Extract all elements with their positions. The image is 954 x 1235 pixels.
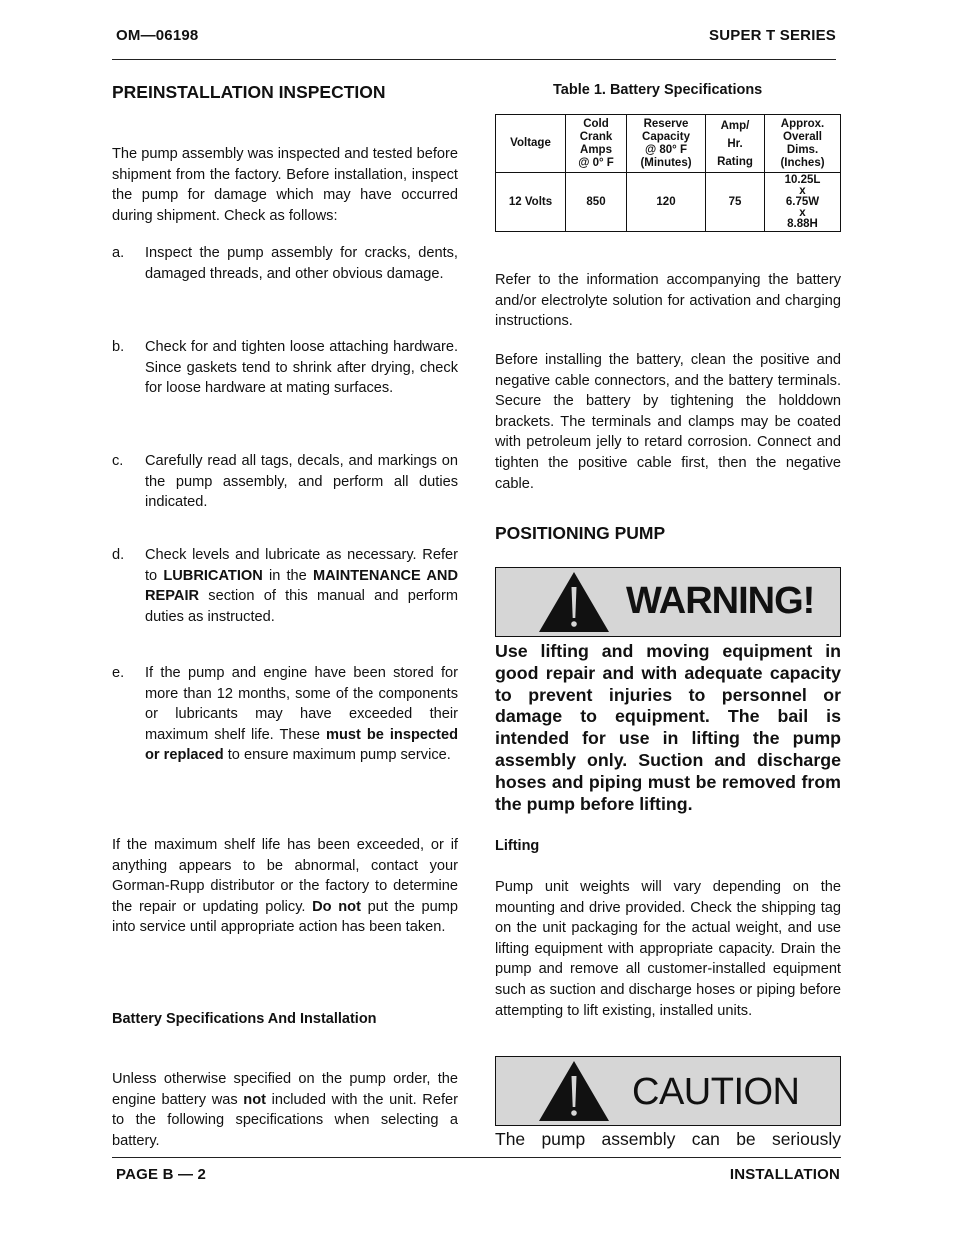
caution-sign — [495, 1056, 841, 1126]
table-caption: Table 1. Battery Specifications — [553, 82, 763, 98]
list-item-label: b. — [112, 339, 125, 355]
exclamation-triangle-icon — [538, 1060, 610, 1122]
series-name: SUPER T SERIES — [709, 27, 836, 44]
list-item-label: d. — [112, 547, 125, 563]
warning-sign — [495, 567, 841, 637]
doc-number: OM—06198 — [116, 27, 199, 44]
battery-paragraph: Unless otherwise specified on the pump order, the engine battery was not included with the unit. Refer to the following specifications when selecting a battery. — [112, 1071, 458, 1149]
voltage-header: Voltage — [496, 115, 566, 173]
list-item-label: a. — [112, 245, 125, 261]
lubrication-ref: LUBRICATION — [163, 567, 263, 584]
amp-header: Amp/ Hr. Rating — [706, 115, 765, 173]
cca-header: Cold Crank Amps @ 0° F — [566, 115, 627, 173]
lifting-paragraph: Pump unit weights will vary depending on the mounting and drive provided. Check the shipping tag on the unit packaging for the actual weight, and use lifting equipment with appropriate capacity. Drain the pump and remove all customer-installed equipment such as suction and discharge hoses or piping before attempting to lift existing, installed units. — [495, 879, 841, 1019]
battery-title: Battery Specifications And Installation — [112, 1011, 377, 1027]
list-item-text: Check levels and lubricate as necessary. Refer to LUBRICATION in the MAINTENANCE AND REPAIR section of this manual and perform duties as instructed. — [145, 547, 459, 625]
dims-header: Approx. Overall Dims. (Inches) — [765, 115, 841, 173]
before-install-paragraph: Before installing the battery, clean the positive and negative cable connectors, and the battery terminals. Secure the battery by tightening the holddown brackets. The terminals and clamps may be coated with petroleum jelly to retard corrosion. Connect and tighten the positive cable first, then the negative cable. — [495, 352, 841, 492]
refer-paragraph: Refer to the information accompanying the battery and/or electrolyte solution for activation and charging instructions. — [495, 272, 841, 330]
section-name: INSTALLATION — [729, 1166, 840, 1183]
do-not-emphasis: Do not — [312, 898, 361, 915]
warning-label: WARNING! — [626, 580, 815, 622]
list-item-label: c. — [112, 453, 124, 469]
positioning-title: POSITIONING PUMP — [495, 523, 666, 543]
inspect-emphasis: must be inspected or replaced — [145, 726, 458, 764]
exclamation-triangle-icon — [538, 571, 610, 633]
table-row — [496, 173, 841, 232]
reserve-header: Reserve Capacity @ 80° F (Minutes) — [627, 115, 706, 173]
preinspection-intro: The pump assembly was inspected and tested before shipment from the factory. Before installation, inspect the pump for damage which may have occurred during shipment. Check as follows: — [112, 146, 458, 224]
list-item-text: If the pump and engine have been stored for more than 12 months, some of the components or lubricants may have exceeded their maximum shelf life. These must be inspected or replaced to ensure maximum pump service. — [145, 665, 458, 764]
table-header-row — [496, 115, 841, 173]
lifting-title: Lifting — [495, 838, 540, 854]
reserve-cell: 120 — [627, 173, 706, 232]
list-item-label: e. — [112, 665, 125, 681]
page-number: PAGE B — 2 — [116, 1166, 207, 1183]
caution-label: CAUTION — [632, 1071, 800, 1113]
battery-spec-table — [495, 114, 841, 232]
voltage-cell: 12 Volts — [496, 173, 566, 232]
not-emphasis: not — [243, 1091, 266, 1108]
list-item-text: Inspect the pump assembly for cracks, dents, damaged threads, and other obvious damage. — [145, 245, 458, 282]
dims-cell: 10.25L x 6.75W x 8.88H — [765, 173, 841, 232]
caution-text: The pump assembly can be seriously — [495, 1129, 841, 1149]
list-item-text: Check for and tighten loose attaching hardware. Since gaskets tend to shrink after drying, check for loose hardware at mating surfaces. — [145, 339, 458, 397]
warning-text: Use lifting and moving equipment in good repair and with adequate capacity to prevent injuries to personnel or damage to equipment. The bail is intended for use in lifting the pump assembly only. Suction and discharge hoses and piping must be removed from the pump before lifting. — [495, 641, 841, 814]
list-item-text: Carefully read all tags, decals, and markings on the pump assembly, and perform all duties indicated. — [145, 453, 458, 511]
cca-cell: 850 — [566, 173, 627, 232]
preinspection-title: PREINSTALLATION INSPECTION — [112, 82, 386, 102]
footer-rule — [112, 1157, 841, 1158]
amp-cell: 75 — [706, 173, 765, 232]
header-rule — [112, 59, 836, 60]
maintenance-ref: MAINTENANCE AND REPAIR — [145, 567, 459, 605]
shelf-life-paragraph: If the maximum shelf life has been exceeded, or if anything appears to be abnormal, contact your Gorman-Rupp distributor or the factory to determine the repair or updating policy. Do not put the pump into service until appropriate action has been taken. — [112, 837, 459, 936]
